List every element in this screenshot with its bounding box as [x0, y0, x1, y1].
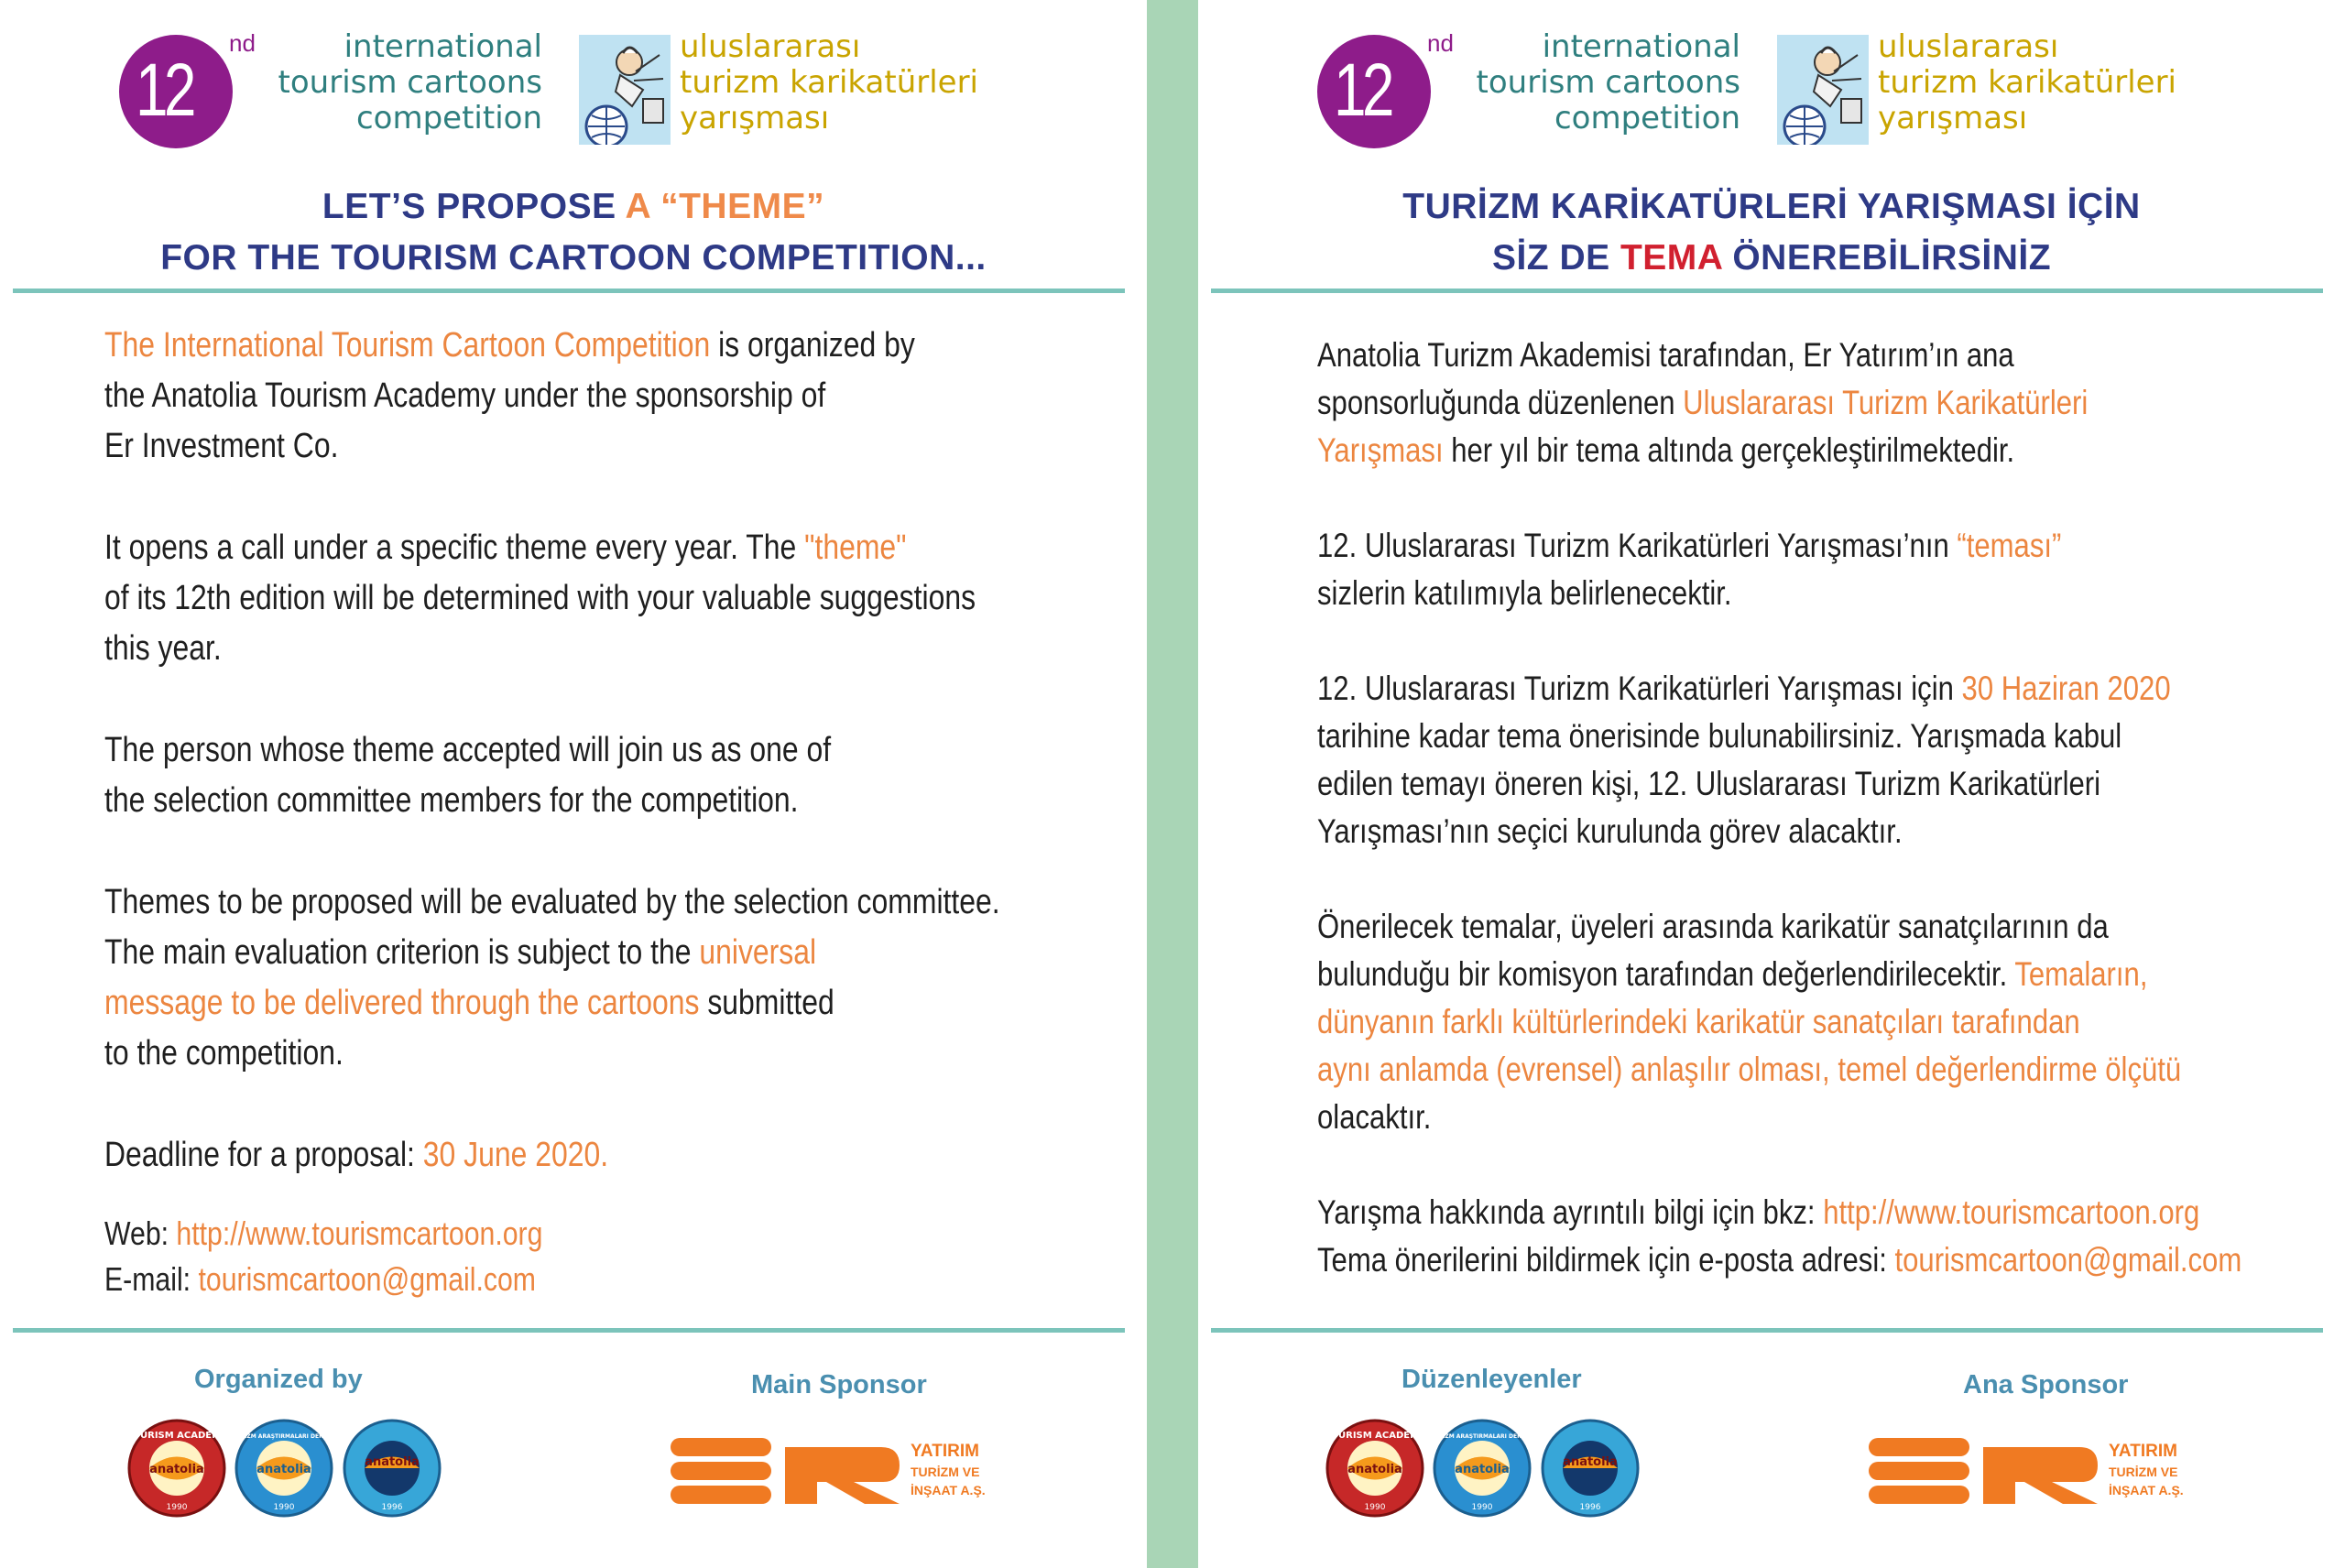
turkish-body	[1317, 332, 2345, 1284]
body-text: the selection committee members for the competition.	[104, 781, 799, 820]
body-text: olacaktır.	[1317, 1098, 1432, 1136]
org3-year: 1996	[1579, 1503, 1601, 1512]
title-line: yarışması	[680, 100, 830, 136]
main-sponsor-label: Main Sponsor	[751, 1370, 927, 1399]
organized-by-label: Düzenleyenler	[1402, 1365, 1582, 1394]
body-text: tarihine kadar tema önerisinde bulunabilirsiniz. Yarışmada kabul	[1317, 717, 2122, 755]
body-text: Önerilecek temalar, üyeleri arasında karikatür sanatçılarının da	[1317, 908, 2109, 945]
deadline	[104, 1130, 1171, 1181]
english-competition-title	[267, 29, 542, 136]
web-label: Web:	[104, 1214, 177, 1252]
deadline-label: Deadline for a proposal:	[104, 1136, 423, 1174]
badge-number: 12	[136, 49, 192, 132]
tourism-academy-logo	[1325, 1421, 1426, 1516]
email-link[interactable]: tourismcartoon@gmail.com	[1894, 1241, 2242, 1279]
body-text: bulunduğu bir komisyon tarafından değerlendirilecektir.	[1317, 955, 2015, 993]
paragraph	[104, 321, 1171, 472]
highlight-text: dünyanın farklı kültürlerindeki karikatür sanatçıları tarafından	[1317, 1003, 2080, 1040]
email-link[interactable]: tourismcartoon@gmail.com	[198, 1260, 536, 1298]
turkish-competition-title	[1878, 29, 2176, 136]
heading-text: ÖNEREBİLİRSİNİZ	[1722, 238, 2052, 278]
body-text: to the competition.	[104, 1034, 344, 1073]
title-line: turizm karikatürleri	[680, 64, 979, 101]
body-text: Er Investment Co.	[104, 427, 339, 465]
paragraph	[1317, 903, 2345, 1141]
english-heading	[0, 181, 1147, 284]
highlight-text: aynı anlamda (evrensel) anlaşılır olması, temel değerlendirme ölçütü	[1317, 1051, 2182, 1088]
highlight-text: universal	[699, 933, 817, 972]
body-text: her yıl bir tema altında gerçekleştirilmektedir.	[1443, 431, 2015, 469]
title-line: uluslararası	[680, 28, 861, 65]
body-text: sizlerin katılımıyla belirlenecektir.	[1317, 574, 1732, 612]
body-text: It opens a call under a specific theme every year. The	[104, 528, 805, 567]
turkish-competition-title	[680, 29, 978, 136]
tourism-academy-logo	[126, 1421, 228, 1516]
paragraph	[1317, 522, 2345, 617]
traveler-mascot-icon	[579, 35, 671, 145]
anatolia-journal-logo	[344, 1421, 440, 1516]
paragraph	[104, 725, 1171, 826]
org1-year: 1990	[1364, 1503, 1386, 1512]
body-text: this year.	[104, 629, 222, 668]
highlight-text: “teması”	[1957, 527, 2062, 564]
body-text: 12. Uluslararası Turizm Karikatürleri Yarışması için	[1317, 670, 1962, 707]
title-line: tourism cartoons	[1476, 64, 1740, 101]
highlight-text: Uluslararası Turizm Karikatürleri	[1683, 384, 2089, 421]
title-line: international	[344, 28, 542, 65]
er-sponsor-logo	[671, 1425, 1000, 1517]
org-brand-text: anatolia	[1563, 1455, 1618, 1469]
organizer-logos	[126, 1418, 447, 1519]
heading-text: LET’S PROPOSE	[322, 187, 626, 226]
email-label: Tema önerilerini bildirmek için e-posta adresi:	[1317, 1241, 1895, 1279]
badge-number: 12	[1334, 49, 1391, 132]
body-text: 12. Uluslararası Turizm Karikatürleri Yarışması’nın	[1317, 527, 1958, 564]
heading-text: SİZ DE	[1491, 238, 1620, 278]
title-line: international	[1542, 28, 1740, 65]
sponsor-line-2: TURİZM VE	[911, 1465, 980, 1479]
body-text: of its 12th edition will be determined with your valuable suggestions	[104, 579, 976, 617]
anatolia-journal-logo	[1543, 1421, 1638, 1516]
highlight-text: Yarışması	[1317, 431, 1444, 469]
top-rule	[1211, 289, 2323, 293]
edition-badge	[1317, 35, 1431, 148]
org2-text: TURİZM ARAŞTIRMALARI DERGİSİ	[232, 1433, 336, 1440]
body-text: submitted	[699, 984, 834, 1022]
body-text: Anatolia Turizm Akademisi tarafından, Er Yatırım’ın ana	[1317, 336, 2014, 374]
org-brand-text: anatolia	[1347, 1463, 1402, 1476]
org2-text: TURİZM ARAŞTIRMALARI DERGİSİ	[1430, 1433, 1534, 1440]
web-link[interactable]: http://www.tourismcartoon.org	[176, 1214, 543, 1252]
web-link[interactable]: http://www.tourismcartoon.org	[1823, 1193, 2200, 1231]
org2-year: 1990	[1471, 1503, 1493, 1512]
english-body	[104, 321, 1171, 1181]
turkish-heading	[1198, 181, 2345, 284]
deadline-value: 30 June 2020.	[422, 1136, 609, 1174]
org-brand-text: anatolia	[256, 1463, 311, 1476]
body-text: Yarışması’nın seçici kurulunda görev alacaktır.	[1317, 812, 1903, 850]
org-brand-text: anatolia	[365, 1455, 420, 1469]
heading-highlight: A “THEME”	[625, 187, 825, 226]
competition-header	[119, 26, 1035, 154]
highlight-text: The International Tourism Cartoon Competition	[104, 326, 711, 365]
top-rule	[13, 289, 1125, 293]
bottom-rule	[1211, 1328, 2323, 1333]
title-line: competition	[1554, 100, 1740, 136]
badge-suffix: nd	[229, 29, 256, 57]
traveler-mascot-icon	[1777, 35, 1869, 145]
er-sponsor-logo	[1869, 1425, 2198, 1517]
org-brand-text: anatolia	[1455, 1463, 1510, 1476]
research-journal-logo	[1431, 1421, 1534, 1516]
title-line: competition	[355, 100, 542, 136]
english-competition-title	[1466, 29, 1740, 136]
highlight-text: Temaların,	[2014, 955, 2148, 993]
bottom-rule	[13, 1328, 1125, 1333]
title-line: uluslararası	[1878, 28, 2059, 65]
main-sponsor-label: Ana Sponsor	[1963, 1370, 2129, 1399]
edition-badge	[119, 35, 233, 148]
title-line: yarışması	[1878, 100, 2028, 136]
org-brand-text: anatolia	[149, 1463, 204, 1476]
english-panel	[0, 0, 1147, 1568]
sponsor-line-1: YATIRIM	[2109, 1442, 2177, 1461]
highlight-text: 30 Haziran 2020	[1961, 670, 2171, 707]
sponsor-line-3: İNŞAAT A.Ş.	[2109, 1483, 2184, 1497]
info-label: Yarışma hakkında ayrıntılı bilgi için bkz:	[1317, 1193, 1824, 1231]
paragraph	[1317, 665, 2345, 855]
org1-year: 1990	[166, 1503, 188, 1512]
body-text: sponsorluğunda düzenlenen	[1317, 384, 1684, 421]
sponsor-line-1: YATIRIM	[911, 1442, 979, 1461]
organized-by-label: Organized by	[194, 1365, 363, 1394]
paragraph	[104, 877, 1171, 1079]
competition-header	[1317, 26, 2233, 154]
title-line: turizm karikatürleri	[1878, 64, 2177, 101]
paragraph	[104, 523, 1171, 674]
highlight-text: "theme"	[804, 528, 907, 567]
title-line: tourism cartoons	[278, 64, 542, 101]
org1-text: TOURISM ACADEMY	[126, 1431, 228, 1441]
turkish-panel	[1198, 0, 2345, 1568]
body-text: the Anatolia Tourism Academy under the sponsorship of	[104, 376, 826, 415]
email-line	[1317, 1236, 2345, 1284]
english-contact	[104, 1211, 627, 1302]
email-label: E-mail:	[104, 1260, 199, 1298]
body-text: edilen temayı öneren kişi, 12. Uluslararası Turizm Karikatürleri	[1317, 765, 2101, 802]
highlight-text: message to be delivered through the cartoons	[104, 984, 700, 1022]
org1-text: TOURISM ACADEMY	[1325, 1431, 1426, 1441]
body-text: The main evaluation criterion is subject to the	[104, 933, 700, 972]
body-text: The person whose theme accepted will join us as one of	[104, 731, 832, 769]
org2-year: 1990	[273, 1503, 295, 1512]
org3-year: 1996	[381, 1503, 403, 1512]
sponsor-line-3: İNŞAAT A.Ş.	[911, 1483, 986, 1497]
heading-text: FOR THE TOURISM CARTOON COMPETITION...	[160, 238, 987, 278]
badge-suffix: nd	[1427, 29, 1454, 57]
heading-highlight: TEMA	[1620, 238, 1723, 278]
body-text: is organized by	[710, 326, 915, 365]
research-journal-logo	[233, 1421, 336, 1516]
organizer-logos	[1325, 1418, 1645, 1519]
heading-text: TURİZM KARİKATÜRLERİ YARIŞMASI İÇİN	[1402, 187, 2141, 226]
sponsor-line-2: TURİZM VE	[2109, 1465, 2178, 1479]
body-text: Themes to be proposed will be evaluated by the selection committee.	[104, 883, 1000, 921]
info-link-line	[1317, 1189, 2345, 1236]
paragraph	[1317, 332, 2345, 474]
